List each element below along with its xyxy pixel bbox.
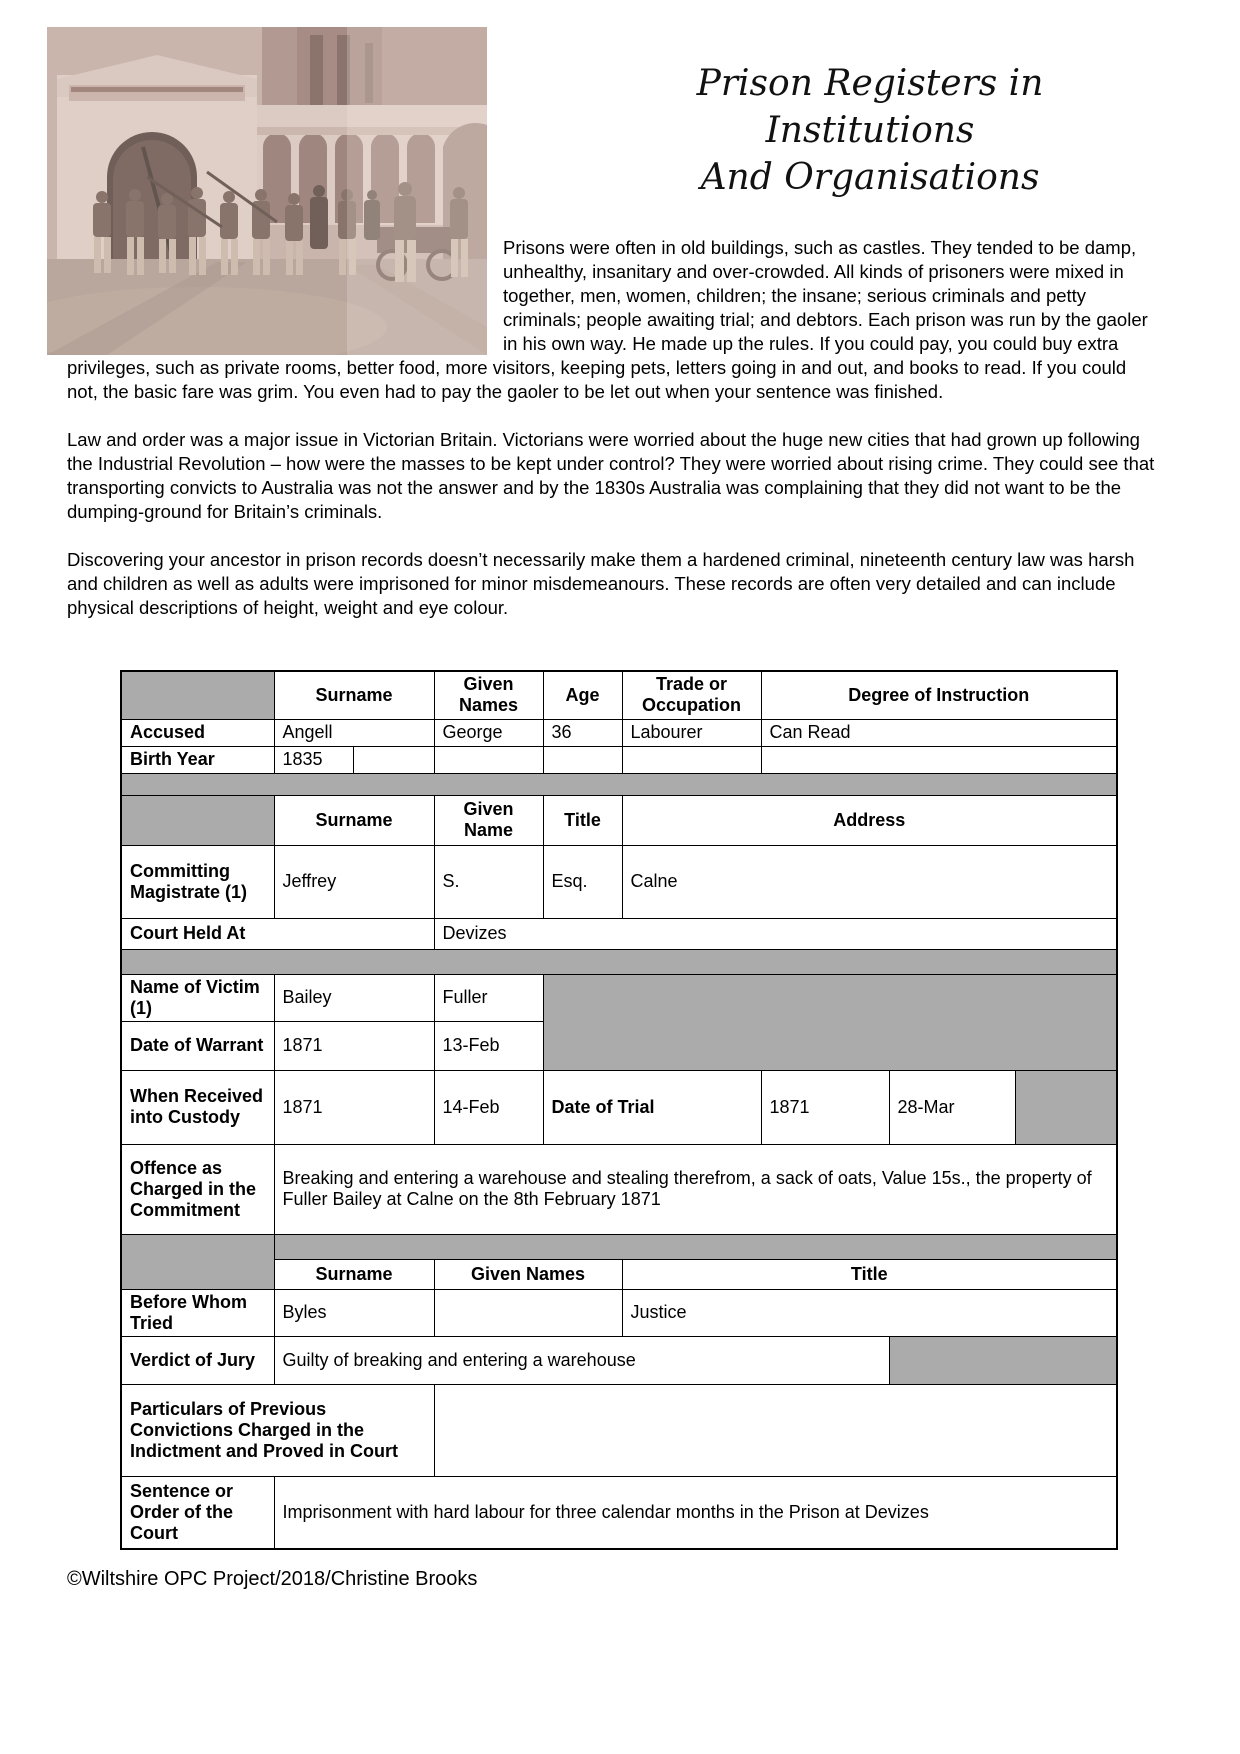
tried-given-names <box>434 1289 622 1336</box>
trial-year: 1871 <box>761 1070 889 1144</box>
page-title <box>520 60 1220 201</box>
offence-value: Breaking and entering a warehouse and stealing therefrom, a sack of oats, Value 15s., the property of Fuller Bailey at Calne on the 8th February 1871 <box>274 1144 1117 1234</box>
header-surname: Surname <box>274 795 434 845</box>
accused-age: 36 <box>543 719 622 746</box>
committing-magistrate-label: Committing Magistrate (1) <box>121 845 274 918</box>
custody-received-label: When Received into Custody <box>121 1070 274 1144</box>
victim-given-name: Fuller <box>434 974 543 1021</box>
gray-filler-cell <box>889 1336 1117 1384</box>
custody-day: 14-Feb <box>434 1070 543 1144</box>
sentence-label: Sentence or Order of the Court <box>121 1476 274 1549</box>
warrant-year: 1871 <box>274 1021 434 1070</box>
court-held-at-label: Court Held At <box>121 918 434 949</box>
warrant-day: 13-Feb <box>434 1021 543 1070</box>
header-surname: Surname <box>274 671 434 719</box>
gray-separator-row <box>274 1234 1117 1259</box>
birth-year-value: 1835 <box>274 746 353 773</box>
verdict-label: Verdict of Jury <box>121 1336 274 1384</box>
before-whom-tried-label: Before Whom Tried <box>121 1289 274 1336</box>
accused-given-names: George <box>434 719 543 746</box>
page-title-line: And Organisations <box>700 157 1040 198</box>
blank-corner-cell <box>121 795 274 845</box>
empty-cell <box>353 746 434 773</box>
offence-label: Offence as Charged in the Commitment <box>121 1144 274 1234</box>
prison-photo-image <box>47 27 487 355</box>
header-given-names: Given Names <box>434 1259 622 1289</box>
page-title-line: Institutions <box>765 110 975 151</box>
tried-title: Justice <box>622 1289 1117 1336</box>
empty-cell <box>622 746 761 773</box>
magistrate-surname: Jeffrey <box>274 845 434 918</box>
gray-filler-cell <box>543 974 1117 1070</box>
gray-separator-row <box>121 949 1117 974</box>
paragraph-law-and-order: Law and order was a major issue in Victorian Britain. Victorians were worried about the huge new cities that had grown up following the Industrial Revolution – how were the masses to be kept under control? They were worried about rising crime. They could see that transporting convicts to Australia was not the answer and by the 1830s Australia was complaining that they did not want to be the dumping-ground for Britain’s criminals. <box>67 429 1155 522</box>
empty-cell <box>543 746 622 773</box>
tried-surname: Byles <box>274 1289 434 1336</box>
header-degree-of-instruction: Degree of Instruction <box>761 671 1117 719</box>
victim-name-label: Name of Victim (1) <box>121 974 274 1021</box>
birth-year-label: Birth Year <box>121 746 274 773</box>
previous-convictions-value <box>434 1384 1117 1476</box>
paragraph-prison-conditions: Prisons were often in old buildings, such as castles. They tended to be damp, unhealthy, insanitary and over-crowded. All kinds of prisoners were mixed in together, men, women, children; the insane; serious criminals and petty criminals; people awaiting trial; and debtors. Each prison was run by the gaoler in his own way. He made up the rules. If you could pay, you could buy extra privileges, such as private rooms, better food, more visitors, keeping pets, letters going in and out, and books to read. If you could not, the basic fare was grim. You even had to pay the gaoler to be let out when your sentence was finished. <box>67 237 1148 402</box>
verdict-value: Guilty of breaking and entering a warehouse <box>274 1336 889 1384</box>
trial-date-label: Date of Trial <box>543 1070 761 1144</box>
prison-register-table <box>120 670 1118 1550</box>
header-surname: Surname <box>274 1259 434 1289</box>
header-title: Title <box>543 795 622 845</box>
page-title-line: Prison Registers in <box>696 63 1044 104</box>
header-address: Address <box>622 795 1117 845</box>
gray-separator-row <box>121 773 1117 795</box>
warrant-date-label: Date of Warrant <box>121 1021 274 1070</box>
gray-filler-cell <box>1015 1070 1117 1144</box>
accused-degree: Can Read <box>761 719 1117 746</box>
header-title: Title <box>622 1259 1117 1289</box>
magistrate-address: Calne <box>622 845 1117 918</box>
header-given-name: Given Name <box>434 795 543 845</box>
copyright-footer: ©Wiltshire OPC Project/2018/Christine Brooks <box>67 1568 478 1590</box>
blank-corner-cell <box>121 671 274 719</box>
sentence-value: Imprisonment with hard labour for three calendar months in the Prison at Devizes <box>274 1476 1117 1549</box>
magistrate-title: Esq. <box>543 845 622 918</box>
gray-separator-cell <box>121 1234 274 1289</box>
trial-day: 28-Mar <box>889 1070 1015 1144</box>
court-held-at-value: Devizes <box>434 918 1117 949</box>
empty-cell <box>434 746 543 773</box>
custody-year: 1871 <box>274 1070 434 1144</box>
accused-trade: Labourer <box>622 719 761 746</box>
empty-cell <box>761 746 1117 773</box>
paragraph-ancestor-records: Discovering your ancestor in prison records doesn’t necessarily make them a hardened criminal, nineteenth century law was harsh and children as well as adults were imprisoned for minor misdemeanours. These records are often very detailed and can include physical descriptions of height, weight and eye colour. <box>67 549 1135 618</box>
header-trade: Trade or Occupation <box>622 671 761 719</box>
header-given-names: Given Names <box>434 671 543 719</box>
victim-surname: Bailey <box>274 974 434 1021</box>
previous-convictions-label: Particulars of Previous Convictions Charged in the Indictment and Proved in Court <box>121 1384 434 1476</box>
accused-label: Accused <box>121 719 274 746</box>
accused-surname: Angell <box>274 719 434 746</box>
header-age: Age <box>543 671 622 719</box>
magistrate-given-name: S. <box>434 845 543 918</box>
